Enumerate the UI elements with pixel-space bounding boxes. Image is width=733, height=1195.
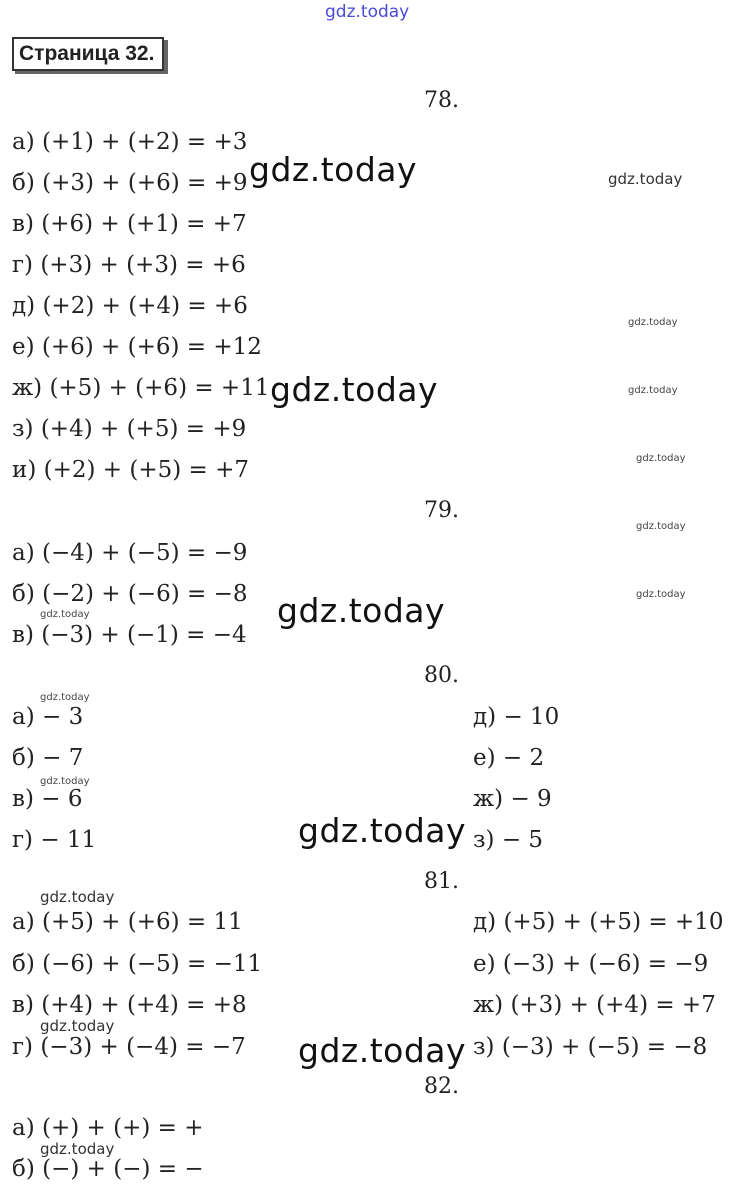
ex82-item-b: б) (−) + (−) = −: [12, 1156, 204, 1182]
watermark-tiny: gdz.today: [40, 776, 90, 787]
ex78-item-v: в) (+6) + (+1) = +7: [12, 211, 247, 237]
watermark-tiny: gdz.today: [628, 385, 678, 396]
ex78-item-d: д) (+2) + (+4) = +6: [12, 293, 248, 319]
ex80-item-e: е) − 2: [473, 745, 545, 771]
watermark-tiny: gdz.today: [628, 317, 678, 328]
ex79-item-a: а) (−4) + (−5) = −9: [12, 540, 248, 566]
ex81-item-a: а) (+5) + (+6) = 11: [12, 909, 243, 935]
ex80-item-a: а) − 3: [12, 704, 84, 730]
ex80-item-z: з) − 5: [473, 827, 544, 853]
ex81-item-z: з) (−3) + (−5) = −8: [473, 1034, 708, 1060]
ex81-item-zh: ж) (+3) + (+4) = +7: [473, 992, 716, 1018]
ex81-item-d: д) (+5) + (+5) = +10: [473, 909, 724, 935]
watermark-large: gdz.today: [298, 1031, 467, 1070]
ex79-item-v: в) (−3) + (−1) = −4: [12, 622, 247, 648]
watermark-small: gdz.today: [40, 1140, 115, 1158]
ex80-item-zh: ж) − 9: [473, 786, 552, 812]
ex82-item-a: а) (+) + (+) = +: [12, 1115, 204, 1141]
watermark-large: gdz.today: [249, 150, 418, 189]
ex78-item-zh: ж) (+5) + (+6) = +11: [12, 375, 270, 401]
watermark-large: gdz.today: [298, 811, 467, 850]
ex78-item-a: а) (+1) + (+2) = +3: [12, 129, 248, 155]
ex81-item-b: б) (−6) + (−5) = −11: [12, 951, 263, 977]
watermark-tiny: gdz.today: [636, 453, 686, 464]
ex81-item-v: в) (+4) + (+4) = +8: [12, 992, 247, 1018]
ex80-item-v: в) − 6: [12, 786, 83, 812]
ex81-item-g: г) (−3) + (−4) = −7: [12, 1034, 246, 1060]
watermark-small: gdz.today: [40, 1017, 115, 1035]
exercise-81-number: 81.: [424, 869, 459, 894]
exercise-80-number: 80.: [424, 663, 459, 688]
ex78-item-z: з) (+4) + (+5) = +9: [12, 416, 247, 442]
ex78-item-b: б) (+3) + (+6) = +9: [12, 170, 248, 196]
title-shadow: [164, 40, 168, 73]
ex78-item-i: и) (+2) + (+5) = +7: [12, 457, 250, 483]
exercise-82-number: 82.: [424, 1074, 459, 1099]
watermark-small: gdz.today: [608, 170, 683, 188]
page-title: Страница 32.: [19, 42, 155, 65]
watermark-small: gdz.today: [40, 888, 115, 906]
watermark-top: gdz.today: [325, 2, 410, 22]
ex80-item-b: б) − 7: [12, 745, 84, 771]
watermark-tiny: gdz.today: [636, 589, 686, 600]
ex80-item-d: д) − 10: [473, 704, 560, 730]
watermark-large: gdz.today: [270, 370, 439, 409]
ex78-item-e: е) (+6) + (+6) = +12: [12, 334, 262, 360]
ex81-item-e: е) (−3) + (−6) = −9: [473, 951, 709, 977]
watermark-tiny: gdz.today: [40, 692, 90, 703]
page-title-box: [12, 37, 164, 71]
watermark-tiny: gdz.today: [636, 521, 686, 532]
ex79-item-b: б) (−2) + (−6) = −8: [12, 581, 248, 607]
title-shadow: [15, 71, 168, 74]
exercise-78-number: 78.: [424, 88, 459, 113]
ex80-item-g: г) − 11: [12, 827, 97, 853]
watermark-large: gdz.today: [277, 591, 446, 630]
exercise-79-number: 79.: [424, 498, 459, 523]
watermark-tiny: gdz.today: [40, 609, 90, 620]
ex78-item-g: г) (+3) + (+3) = +6: [12, 252, 246, 278]
